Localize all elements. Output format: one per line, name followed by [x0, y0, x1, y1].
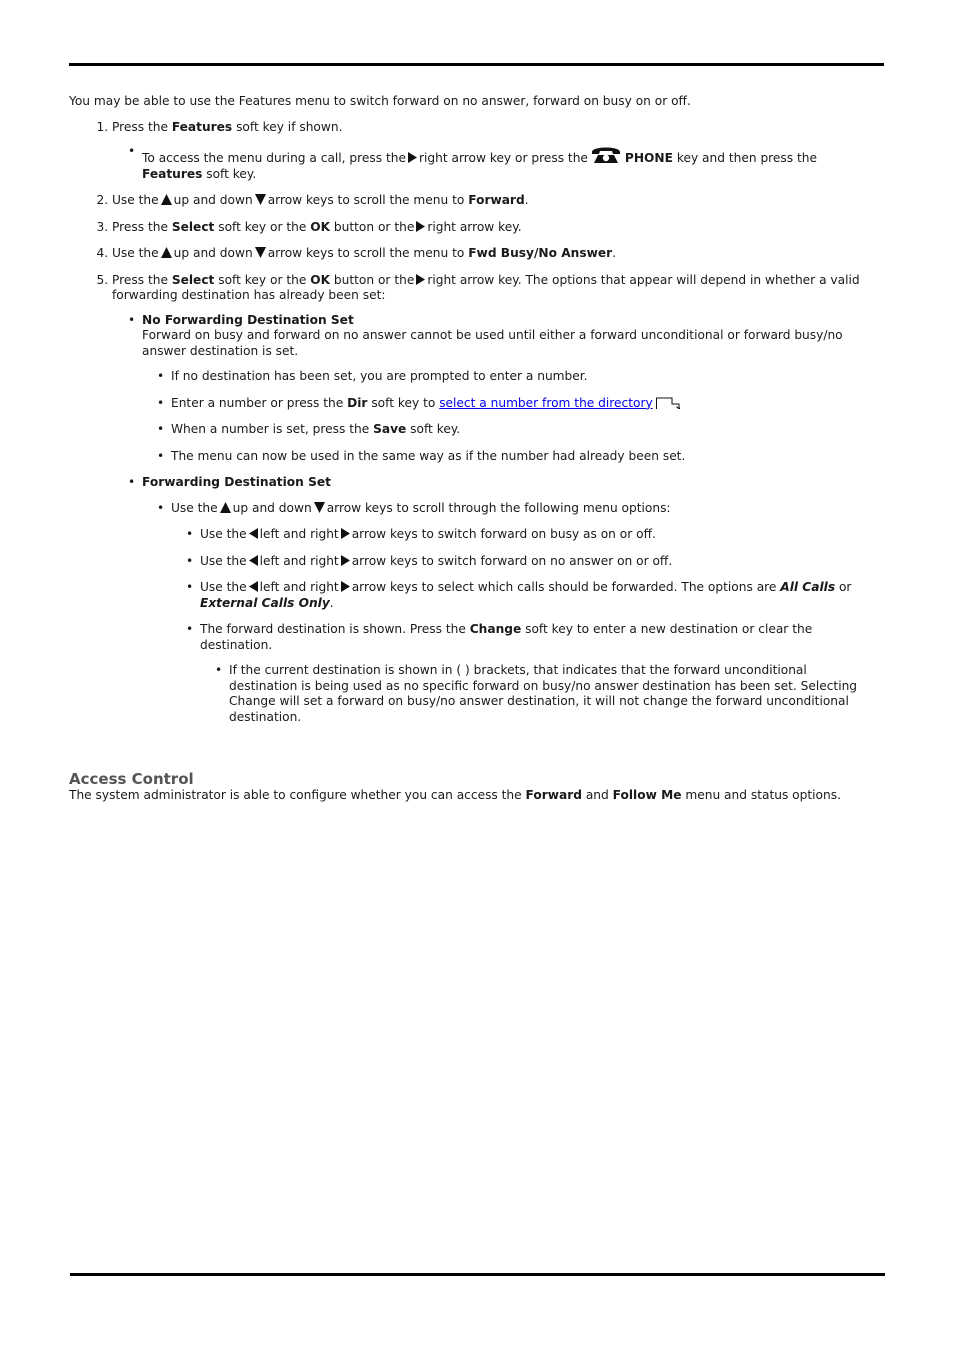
step-2: 2. Use the up and down arrow keys to scroll the menu to Forward.: [112, 193, 869, 209]
down-arrow-icon: [314, 502, 325, 513]
procedure-steps: [69, 120, 869, 726]
list-item: • The menu can now be used in the same way as if the number had already been set.: [171, 449, 869, 465]
up-arrow-icon: [161, 247, 172, 258]
list-item: • Use the left and right arrow keys to switch forward on busy as on or off.: [200, 527, 869, 543]
menu-options: [200, 527, 869, 725]
list-item: • Use the up and down arrow keys to scroll through the following menu options: • Use the left and right arrow keys to switch forward on busy as on or off. • Use the left and right arrow keys to switch forward on no answer on or off. • Use the left and right arrow keys to select which calls should be forwarded. The options are All Calls or External Calls Only. • The forward destination is shown. Press the Change soft key to enter a new destination or clear the destination. • If the current destination is shown in ( ) brackets, that indicates that the forward unconditional destination is being used as no specific forward on busy/no answer destination has been set. Selecting Change will set a forward on busy/no answer destination, it will not change the forward unconditional destination.: [171, 501, 869, 726]
left-arrow-icon: [249, 581, 258, 592]
list-item: • When a number is set, press the Save soft key.: [171, 422, 869, 438]
list-item: • If no destination has been set, you are prompted to enter a number.: [171, 369, 869, 385]
left-arrow-icon: [249, 555, 258, 566]
access-control-section: [69, 770, 869, 804]
features-key: Features: [171, 119, 233, 134]
step-5: 5. Press the Select soft key or the OK button or the right arrow key. The options that appear will depend in whether a valid forwarding destination has already been set: • No Forwarding Destination Set Forward on busy and forward on no answer cannot be used until either a forward unconditional or forward busy/no answer destination is set. • If no destination has been set, you are prompted to enter a number. • Enter a number or press the Dir soft key to select a number from the directory • When a number is set, press the Save soft key. • The menu can now be used in the same way as if the number had already been set. • Forwarding Destination Set • Use the up and down arrow keys to scroll through the following menu options: • Use the left and right arrow keys to switch forward on busy as on or off. • Use the left and right arrow keys to switch forward on no answer on or off. • Use the left and right arrow keys to select which calls should be forwarded. The options are All Calls or External Calls Only. • The forward destination is shown. Press the Change soft key to enter a new destination or clear the destination. • If the current destination is shown in ( ) brackets, that indicates that the forward unconditional destination is being used as no specific forward on busy/no answer destination has been set. Selecting Change will set a forward on busy/no answer destination, it will not change the forward unconditional destination.: [112, 273, 869, 726]
right-arrow-icon: [416, 274, 425, 285]
left-arrow-icon: [249, 528, 258, 539]
list-item: • The forward destination is shown. Press the Change soft key to enter a new destination or clear the destination. • If the current destination is shown in ( ) brackets, that indicates that the forward unconditional destination is being used as no specific forward on busy/no answer destination has been set. Selecting Change will set a forward on busy/no answer destination, it will not change the forward unconditional destination.: [200, 622, 869, 725]
intro-paragraph: You may be able to use the Features menu to switch forward on no answer, forward on busy on or off.: [69, 94, 691, 108]
right-arrow-icon: [341, 581, 350, 592]
destination-set-title: Forwarding Destination Set: [142, 475, 331, 489]
no-destination-option: [142, 313, 869, 465]
no-destination-steps: [171, 369, 869, 464]
destination-set-option: [142, 475, 869, 725]
step-1: 1. Press the Features soft key if shown. • To access the menu during a call, press the right arrow key or press the PHONE key and then press the Features soft key.: [112, 120, 869, 183]
no-destination-title: No Forwarding Destination Set: [142, 312, 354, 327]
right-arrow-icon: [416, 221, 425, 232]
right-arrow-icon: [408, 152, 417, 163]
access-control-paragraph: The system administrator is able to configure whether you can access the Forward and Follow Me menu and status options.: [69, 788, 841, 802]
up-arrow-icon: [161, 194, 172, 205]
right-arrow-icon: [341, 555, 350, 566]
step-4: 4. Use the up and down arrow keys to scroll the menu to Fwd Busy/No Answer.: [112, 246, 869, 262]
document-body: [69, 94, 869, 736]
down-arrow-icon: [255, 247, 266, 258]
directory-link[interactable]: select a number from the directory: [439, 395, 653, 410]
up-arrow-icon: [220, 502, 231, 513]
list-item: • If the current destination is shown in ( ) brackets, that indicates that the forward unconditional destination is being used as no specific forward on busy/no answer destination has been set. Selecting Change will set a forward on busy/no answer destination, it will not change the forward unconditional destination.: [229, 663, 869, 725]
footer-rule: [70, 1273, 885, 1276]
right-arrow-icon: [341, 528, 350, 539]
list-item: • Use the left and right arrow keys to select which calls should be forwarded. The options are All Calls or External Calls Only.: [200, 580, 869, 611]
destination-note: [229, 663, 869, 725]
list-item: • Use the left and right arrow keys to switch forward on no answer on or off.: [200, 554, 869, 570]
phone-icon: [591, 144, 621, 164]
destination-set-steps: [171, 501, 869, 726]
list-item: • Enter a number or press the Dir soft key to select a number from the directory: [171, 396, 869, 412]
no-destination-desc: Forward on busy and forward on no answer cannot be used until either a forward unconditional or forward busy/no answer destination is set.: [142, 328, 843, 358]
cross-reference-icon: [656, 397, 680, 409]
header-rule: [69, 63, 884, 66]
step-3: 3. Press the Select soft key or the OK button or the right arrow key.: [112, 220, 869, 236]
step-1-substeps: [142, 144, 869, 182]
list-item: • To access the menu during a call, press the right arrow key or press the PHONE key and then press the Features soft key.: [142, 144, 869, 182]
section-heading: Access Control: [69, 770, 194, 788]
down-arrow-icon: [255, 194, 266, 205]
step-5-options: [142, 313, 869, 726]
